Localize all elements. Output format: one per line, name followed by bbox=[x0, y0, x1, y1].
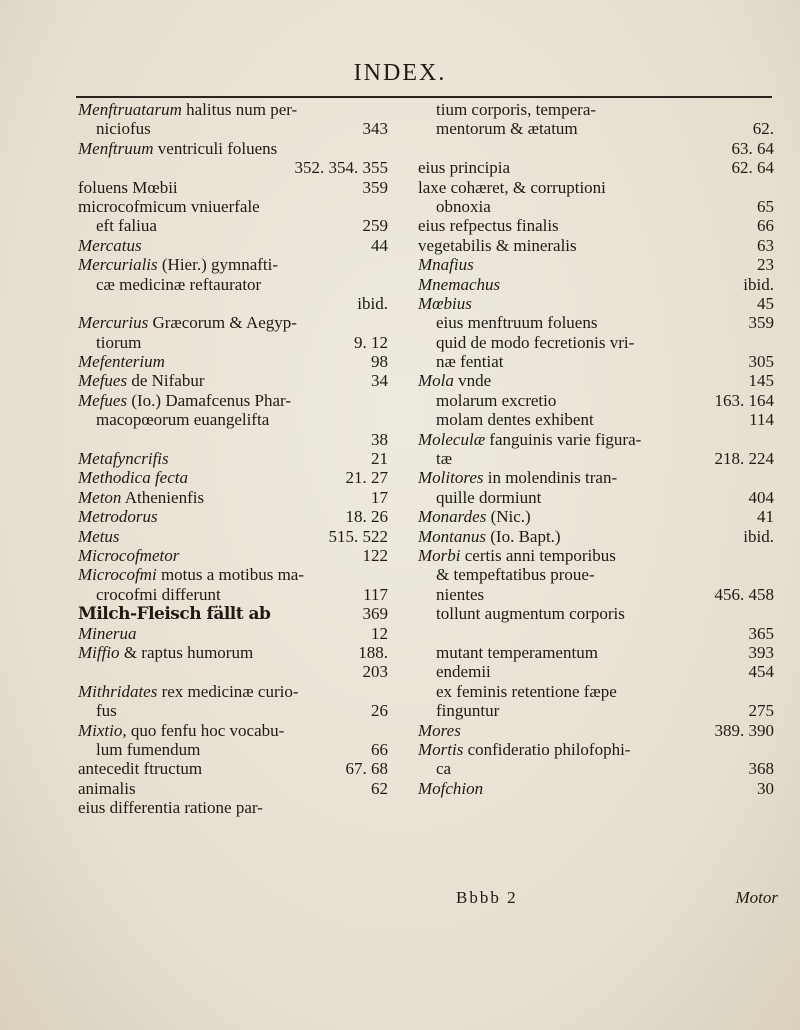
page-reference: ibid. bbox=[743, 274, 774, 294]
entry-text bbox=[96, 701, 117, 720]
entry-text bbox=[78, 100, 297, 119]
page-reference: 454 bbox=[748, 662, 774, 682]
entry-description: fus bbox=[96, 701, 117, 721]
entry-text bbox=[78, 255, 278, 274]
entry-description: lum fumendum bbox=[96, 739, 201, 759]
entry-description: Græcorum & Aegyp- bbox=[148, 313, 297, 333]
page-reference: 62 bbox=[371, 778, 388, 798]
entry-text bbox=[436, 391, 556, 410]
index-line bbox=[78, 119, 388, 138]
entry-description: halitus num per- bbox=[181, 100, 298, 119]
page-reference: 67. 68 bbox=[345, 759, 388, 779]
index-line bbox=[78, 740, 388, 759]
page-reference: 114 bbox=[749, 410, 774, 430]
page-reference: 23 bbox=[757, 255, 774, 275]
entry-description: (Io. Bapt.) bbox=[486, 526, 561, 546]
entry-text bbox=[96, 740, 200, 759]
index-line bbox=[418, 604, 774, 623]
entry-text bbox=[436, 565, 595, 584]
entry-text bbox=[78, 507, 158, 526]
page-reference: 359 bbox=[748, 313, 774, 333]
catchword: Motor bbox=[735, 888, 778, 907]
entry-headword: Microcofmetor bbox=[78, 545, 180, 565]
entry-headword: Menftruum bbox=[78, 138, 154, 158]
index-line bbox=[418, 643, 774, 662]
index-line bbox=[418, 759, 774, 778]
entry-headword: Mefues bbox=[78, 390, 128, 410]
entry-text bbox=[78, 468, 188, 487]
index-line bbox=[78, 759, 388, 778]
index-line bbox=[78, 507, 388, 526]
entry-description: rex medicinæ curio- bbox=[157, 681, 299, 701]
index-line bbox=[418, 216, 774, 235]
entry-description: certis anni temporibus bbox=[460, 545, 616, 565]
index-column-left bbox=[78, 100, 388, 817]
index-line bbox=[418, 779, 774, 798]
entry-headword: Morbi bbox=[418, 545, 461, 565]
entry-description: tollunt augmentum corporis bbox=[436, 604, 625, 624]
entry-text bbox=[78, 759, 202, 778]
entry-text bbox=[418, 371, 491, 390]
index-line bbox=[78, 371, 388, 390]
entry-headword: Mercurius bbox=[78, 313, 149, 333]
entry-text bbox=[436, 333, 634, 352]
page-reference: 275 bbox=[748, 701, 774, 721]
entry-description: niciofus bbox=[96, 119, 151, 139]
entry-headword: Mola bbox=[418, 371, 454, 391]
entry-description: de Nifabur bbox=[127, 371, 205, 391]
entry-text bbox=[418, 527, 561, 546]
page-reference: 365 bbox=[748, 623, 774, 643]
index-line bbox=[418, 624, 774, 643]
entry-text bbox=[78, 546, 179, 565]
entry-description: endemii bbox=[436, 662, 491, 682]
page-reference: 122 bbox=[362, 545, 388, 565]
index-line bbox=[418, 565, 774, 584]
entry-description: næ fentiat bbox=[436, 352, 504, 372]
index-line bbox=[78, 197, 388, 216]
entry-headword: Mœbius bbox=[418, 293, 472, 313]
entry-headword: Mefenterium bbox=[78, 352, 165, 372]
index-line bbox=[78, 585, 388, 604]
index-line bbox=[418, 507, 774, 526]
page-reference: 21 bbox=[371, 449, 388, 469]
page-reference: 188. bbox=[358, 642, 388, 662]
entry-text bbox=[436, 585, 484, 604]
page-reference: 63. 64 bbox=[731, 138, 774, 158]
page-reference: 203 bbox=[362, 662, 388, 682]
entry-headword: Mofchion bbox=[418, 778, 484, 798]
index-column-right bbox=[418, 100, 774, 798]
page-reference: 65 bbox=[757, 196, 774, 216]
page-reference: 259 bbox=[362, 216, 388, 236]
entry-text bbox=[78, 236, 142, 255]
entry-text bbox=[418, 779, 483, 798]
page-reference: 17 bbox=[371, 487, 388, 507]
entry-text bbox=[96, 275, 261, 294]
entry-headword: Molitores bbox=[418, 468, 484, 488]
entry-text bbox=[418, 468, 617, 487]
index-line bbox=[78, 488, 388, 507]
index-line bbox=[78, 449, 388, 468]
entry-text bbox=[78, 488, 204, 507]
entry-description: ex feminis retentione fæpe bbox=[436, 681, 617, 701]
page-reference: ibid. bbox=[743, 526, 774, 546]
entry-text bbox=[78, 643, 253, 662]
index-line bbox=[418, 391, 774, 410]
index-line bbox=[418, 449, 774, 468]
page-reference: 369 bbox=[362, 604, 388, 624]
entry-description: finguntur bbox=[436, 701, 500, 721]
index-line bbox=[78, 236, 388, 255]
entry-text bbox=[436, 352, 504, 371]
index-line bbox=[78, 100, 388, 119]
index-line bbox=[418, 488, 774, 507]
entry-description: obnoxia bbox=[436, 196, 491, 216]
entry-headword: Mixtio, bbox=[78, 720, 127, 740]
entry-description: eius differentia ratione par- bbox=[78, 798, 263, 818]
page-reference: 393 bbox=[748, 642, 774, 662]
entry-description: (Nic.) bbox=[486, 507, 531, 527]
index-line bbox=[418, 662, 774, 681]
entry-text bbox=[78, 721, 284, 740]
index-line bbox=[418, 371, 774, 390]
entry-text bbox=[78, 449, 169, 468]
entry-description: eius menftruum foluens bbox=[436, 313, 598, 333]
page-reference: 117 bbox=[363, 584, 388, 604]
entry-headword: Meton bbox=[78, 487, 122, 507]
index-line bbox=[78, 255, 388, 274]
entry-description: vnde bbox=[453, 371, 492, 391]
index-line bbox=[418, 468, 774, 487]
entry-description: & tempeftatibus proue- bbox=[436, 565, 595, 585]
index-line bbox=[418, 430, 774, 449]
entry-description: quille dormiunt bbox=[436, 487, 542, 507]
entry-headword: Mercatus bbox=[78, 235, 142, 255]
page-reference: 145 bbox=[748, 371, 774, 391]
entry-text bbox=[78, 604, 270, 624]
page-reference: 66 bbox=[757, 216, 774, 236]
page-reference: 30 bbox=[757, 778, 774, 798]
index-line bbox=[78, 313, 388, 332]
entry-description: antecedit ftructum bbox=[78, 759, 203, 779]
page-reference: 163. 164 bbox=[714, 390, 774, 410]
index-line bbox=[418, 333, 774, 352]
entry-text bbox=[78, 139, 277, 158]
entry-text bbox=[418, 275, 500, 294]
entry-headword: Menftruatarum bbox=[78, 100, 182, 119]
entry-text bbox=[436, 119, 578, 138]
index-line bbox=[78, 294, 388, 313]
entry-text bbox=[418, 158, 510, 177]
index-line bbox=[78, 391, 388, 410]
page-reference: 352. 354. 355 bbox=[294, 158, 388, 178]
entry-text bbox=[78, 391, 291, 410]
entry-text bbox=[78, 682, 299, 701]
entry-text bbox=[418, 255, 474, 274]
entry-description: crocofmi differunt bbox=[96, 584, 221, 604]
entry-text bbox=[78, 527, 120, 546]
entry-description: eius refpectus finalis bbox=[418, 216, 559, 236]
index-line bbox=[78, 527, 388, 546]
index-line bbox=[418, 585, 774, 604]
entry-headword: Mores bbox=[418, 720, 461, 740]
entry-text bbox=[96, 410, 269, 429]
index-line bbox=[78, 546, 388, 565]
index-line bbox=[78, 682, 388, 701]
entry-headword: Methodica fecta bbox=[78, 468, 188, 488]
entry-text bbox=[78, 178, 178, 197]
entry-text bbox=[78, 565, 304, 584]
entry-description: vegetabilis & mineralis bbox=[418, 235, 577, 255]
index-line bbox=[418, 721, 774, 740]
entry-description: ca bbox=[436, 759, 452, 779]
page-reference: ibid. bbox=[357, 293, 388, 313]
signature-mark: Bbbb 2 bbox=[456, 888, 518, 907]
index-line bbox=[418, 527, 774, 546]
page-reference: 12 bbox=[371, 623, 388, 643]
entry-text bbox=[436, 604, 625, 623]
entry-text bbox=[418, 507, 531, 526]
entry-text bbox=[436, 682, 617, 701]
entry-text bbox=[78, 197, 260, 216]
index-line bbox=[78, 275, 388, 294]
page-title: INDEX. bbox=[353, 60, 447, 86]
page-reference: 18. 26 bbox=[345, 507, 388, 527]
entry-description: molarum excretio bbox=[436, 390, 557, 410]
entry-description: macopœorum euangelifta bbox=[96, 410, 270, 430]
index-line bbox=[418, 158, 774, 177]
page-reference: 62. 64 bbox=[731, 158, 774, 178]
entry-description: confideratio philofophi- bbox=[463, 739, 631, 759]
entry-description: quid de modo fecretionis vri- bbox=[436, 332, 635, 352]
entry-headword: Microcofmi bbox=[78, 565, 157, 585]
entry-headword: Metrodorus bbox=[78, 507, 158, 527]
entry-text bbox=[78, 352, 165, 371]
entry-description: ventriculi foluens bbox=[153, 138, 278, 158]
entry-text bbox=[436, 449, 452, 468]
index-line bbox=[78, 662, 388, 681]
entry-description: (Hier.) gymnafti- bbox=[157, 255, 279, 275]
entry-headword: Mnemachus bbox=[418, 274, 501, 294]
entry-headword: Monardes bbox=[418, 507, 487, 527]
entry-description: mutant temperamentum bbox=[436, 642, 598, 662]
page-reference: 38 bbox=[371, 429, 388, 449]
entry-text bbox=[436, 410, 594, 429]
entry-headword: Minerua bbox=[78, 623, 137, 643]
page-reference: 41 bbox=[757, 507, 774, 527]
index-line bbox=[78, 604, 388, 623]
entry-headword: Miffio bbox=[78, 642, 120, 662]
entry-description: animalis bbox=[78, 778, 136, 798]
entry-description: (Io.) Damafcenus Phar- bbox=[127, 390, 292, 410]
index-line bbox=[78, 468, 388, 487]
index-line bbox=[78, 410, 388, 429]
entry-text bbox=[418, 216, 559, 235]
page-reference: 404 bbox=[748, 487, 774, 507]
entry-headword: Montanus bbox=[418, 526, 486, 546]
entry-description: Athenienfis bbox=[121, 487, 205, 507]
index-line bbox=[418, 255, 774, 274]
entry-text bbox=[436, 662, 491, 681]
index-line bbox=[78, 333, 388, 352]
index-line bbox=[418, 546, 774, 565]
entry-headword: Mortis bbox=[418, 739, 464, 759]
index-line bbox=[78, 216, 388, 235]
entry-text bbox=[418, 546, 616, 565]
index-line bbox=[78, 352, 388, 371]
page-reference: 66 bbox=[371, 739, 388, 759]
page-reference: 21. 27 bbox=[345, 468, 388, 488]
index-line bbox=[418, 119, 774, 138]
entry-description: molam dentes exhibent bbox=[436, 410, 594, 430]
entry-description: eius principia bbox=[418, 158, 511, 178]
page-reference: 45 bbox=[757, 293, 774, 313]
index-line bbox=[78, 430, 388, 449]
entry-text bbox=[436, 759, 451, 778]
index-line bbox=[78, 701, 388, 720]
entry-description: tæ bbox=[436, 449, 453, 469]
entry-description: fanguinis varie figura- bbox=[485, 429, 642, 449]
entry-description: nientes bbox=[436, 584, 485, 604]
entry-description: cæ medicinæ reftaurator bbox=[96, 274, 262, 294]
entry-text bbox=[78, 371, 205, 390]
entry-description: microcofmicum vniuerfale bbox=[78, 196, 260, 216]
index-line bbox=[78, 721, 388, 740]
index-line bbox=[418, 275, 774, 294]
entry-text bbox=[78, 313, 297, 332]
index-line bbox=[78, 178, 388, 197]
entry-headword: Mefues bbox=[78, 371, 128, 391]
entry-headword: Mithridates bbox=[78, 681, 158, 701]
page-reference: 34 bbox=[371, 371, 388, 391]
entry-text bbox=[96, 333, 141, 352]
entry-text bbox=[418, 236, 577, 255]
page-reference: 343 bbox=[362, 119, 388, 139]
index-line bbox=[418, 100, 774, 119]
entry-text bbox=[96, 585, 221, 604]
index-line bbox=[418, 352, 774, 371]
page-reference: 98 bbox=[371, 352, 388, 372]
page-reference: 359 bbox=[362, 177, 388, 197]
page-footer bbox=[418, 888, 778, 912]
entry-headword: Mnafius bbox=[418, 255, 474, 275]
entry-description: tium corporis, tempera- bbox=[436, 100, 597, 119]
index-line bbox=[78, 158, 388, 177]
entry-description: mentorum & ætatum bbox=[436, 119, 578, 139]
entry-headword: Metafyncrifis bbox=[78, 449, 169, 469]
entry-description: in molendinis tran- bbox=[483, 468, 618, 488]
entry-description: laxe cohæret, & corruptioni bbox=[418, 177, 606, 197]
index-line bbox=[78, 798, 388, 817]
entry-text bbox=[418, 294, 472, 313]
index-line bbox=[418, 294, 774, 313]
page-reference: 305 bbox=[748, 352, 774, 372]
page-reference: 62. bbox=[752, 119, 774, 139]
index-line bbox=[418, 682, 774, 701]
entry-text bbox=[436, 313, 597, 332]
page-reference: 456. 458 bbox=[714, 584, 774, 604]
page-reference: 389. 390 bbox=[714, 720, 774, 740]
index-line bbox=[418, 139, 774, 158]
index-line bbox=[418, 701, 774, 720]
entry-description: quo fenfu hoc vocabu- bbox=[126, 720, 285, 740]
entry-headword: Moleculæ bbox=[418, 429, 486, 449]
entry-description: motus a motibus ma- bbox=[156, 565, 305, 585]
entry-description: & raptus humorum bbox=[119, 642, 254, 662]
header-rule bbox=[76, 96, 772, 98]
entry-headword: Mercurialis bbox=[78, 255, 158, 275]
entry-description: Milch-Fleisch fällt ab bbox=[78, 604, 271, 625]
index-line bbox=[78, 139, 388, 158]
entry-text bbox=[96, 216, 157, 235]
index-line bbox=[78, 643, 388, 662]
entry-text bbox=[418, 430, 641, 449]
index-line bbox=[78, 565, 388, 584]
entry-text bbox=[418, 740, 630, 759]
entry-description: tiorum bbox=[96, 332, 142, 352]
entry-text bbox=[436, 100, 596, 119]
index-line bbox=[78, 779, 388, 798]
entry-text bbox=[418, 721, 461, 740]
index-line bbox=[418, 313, 774, 332]
page-reference: 368 bbox=[748, 759, 774, 779]
entry-text bbox=[436, 488, 541, 507]
entry-text bbox=[78, 798, 263, 817]
page-reference: 9. 12 bbox=[354, 332, 388, 352]
page-reference: 218. 224 bbox=[714, 449, 774, 469]
index-line bbox=[418, 740, 774, 759]
entry-text bbox=[78, 624, 137, 643]
index-line bbox=[418, 178, 774, 197]
index-line bbox=[78, 624, 388, 643]
index-line bbox=[418, 197, 774, 216]
entry-text bbox=[436, 701, 499, 720]
entry-headword: Metus bbox=[78, 526, 120, 546]
page-reference: 515. 522 bbox=[328, 526, 388, 546]
index-line bbox=[418, 410, 774, 429]
entry-text bbox=[78, 779, 136, 798]
page-reference: 63 bbox=[757, 235, 774, 255]
page-reference: 26 bbox=[371, 701, 388, 721]
page-reference: 44 bbox=[371, 235, 388, 255]
entry-description: eft faliua bbox=[96, 216, 157, 236]
entry-description: foluens Mœbii bbox=[78, 177, 178, 197]
entry-text bbox=[418, 178, 606, 197]
entry-text bbox=[96, 119, 151, 138]
entry-text bbox=[436, 643, 598, 662]
index-line bbox=[418, 236, 774, 255]
entry-text bbox=[436, 197, 491, 216]
